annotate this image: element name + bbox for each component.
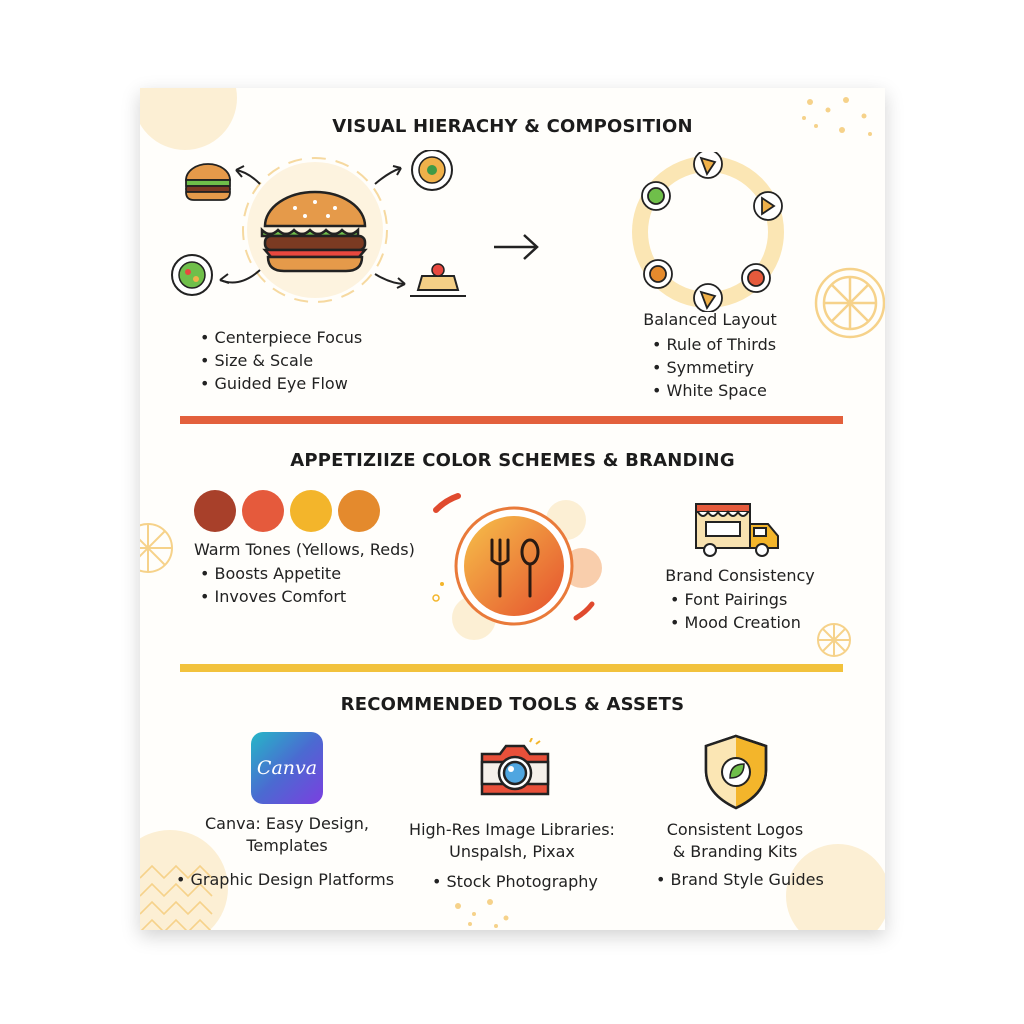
section-title-color-schemes: APPETIZIIZE COLOR SCHEMES & BRANDING	[290, 450, 735, 471]
bullet-graphic-design-platforms: • Graphic Design Platforms	[176, 870, 395, 889]
tool-branding-label-1: Consistent Logos	[666, 820, 804, 839]
color-swatch-2	[242, 490, 284, 532]
shield-leaf-icon	[700, 732, 772, 812]
tool-images-label-1: High-Res Image Libraries:	[409, 820, 615, 839]
tool-canva-label-1: Canva: Easy Design,	[205, 814, 369, 833]
canva-logo-icon: Canva	[251, 732, 323, 804]
section-divider-1	[180, 416, 843, 424]
bullet-font-pairings: • Font Pairings	[670, 590, 788, 609]
section-title-visual-hierarchy: VISUAL HIERACHY & COMPOSITION	[332, 116, 693, 137]
camera-icon	[478, 738, 552, 800]
bullet-centerpiece-focus: • Centerpiece Focus	[200, 328, 363, 347]
color-swatch-4	[338, 490, 380, 532]
brand-consistency-heading: Brand Consistency	[665, 566, 815, 585]
tool-canva-label-2: Templates	[246, 836, 328, 855]
bullet-symmetry: • Symmetiry	[652, 358, 754, 377]
bullet-brand-style-guides: • Brand Style Guides	[656, 870, 824, 889]
visual-hierarchy-illustration	[170, 150, 500, 320]
food-truck-icon	[692, 498, 782, 560]
color-swatch-3	[290, 490, 332, 532]
bullet-mood-creation: • Mood Creation	[670, 613, 801, 632]
tool-branding-label-2: & Branding Kits	[672, 842, 798, 861]
arrow-right-icon	[492, 232, 542, 262]
balanced-layout-illustration	[628, 152, 788, 312]
bullet-rule-of-thirds: • Rule of Thirds	[652, 335, 777, 354]
fork-spoon-illustration	[426, 488, 616, 648]
bullet-guided-eye-flow: • Guided Eye Flow	[200, 374, 348, 393]
bullet-boosts-appetite: • Boosts Appetite	[200, 564, 342, 583]
warm-tones-heading: Warm Tones (Yellows, Reds)	[194, 540, 415, 559]
bullet-stock-photography: • Stock Photography	[432, 872, 598, 891]
bullet-size-scale: • Size & Scale	[200, 351, 314, 370]
bullet-invoves-comfort: • Invoves Comfort	[200, 587, 347, 606]
tool-images-label-2: Unspalsh, Pixax	[449, 842, 575, 861]
color-swatch-1	[194, 490, 236, 532]
section-title-tools-assets: RECOMMENDED TOOLS & ASSETS	[340, 694, 685, 715]
balanced-layout-heading: Balanced Layout	[643, 310, 777, 329]
bullet-white-space: • White Space	[652, 381, 767, 400]
section-divider-2	[180, 664, 843, 672]
infographic-card	[140, 88, 885, 930]
